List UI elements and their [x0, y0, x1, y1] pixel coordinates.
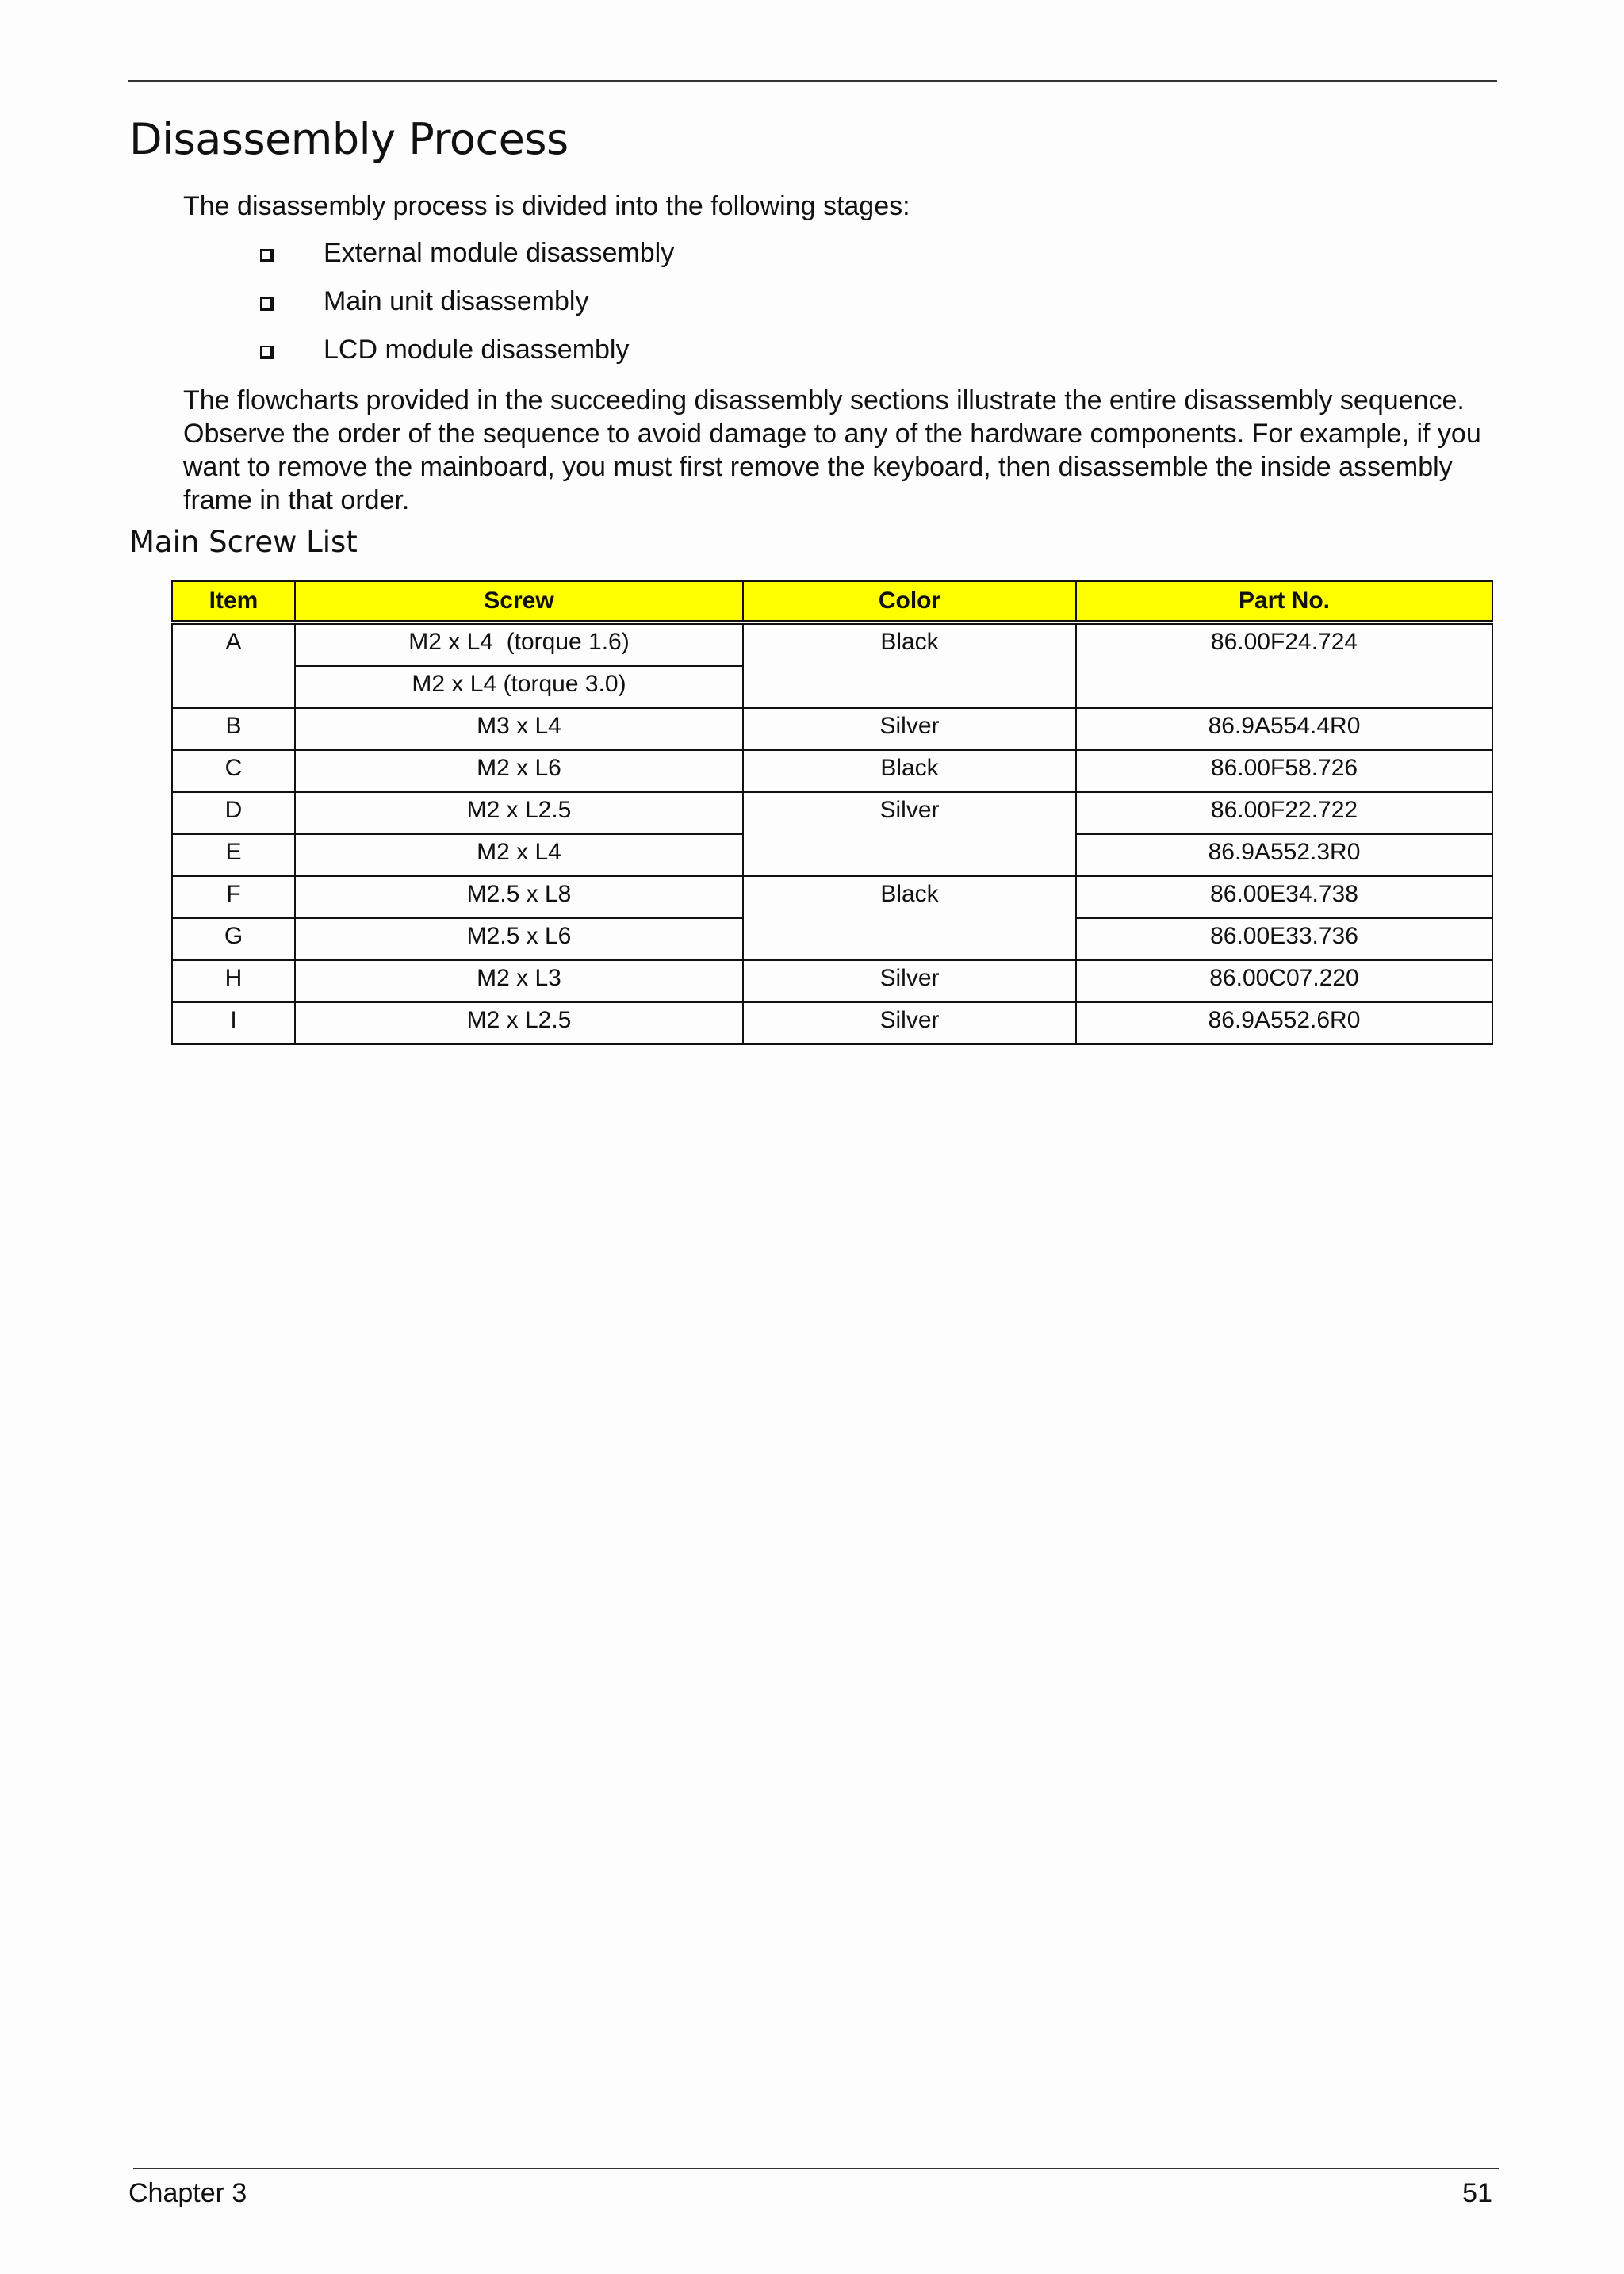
table-row [172, 622, 1492, 666]
footer-page-number: 51 [1462, 2178, 1492, 2208]
cell-color: Black [743, 622, 1076, 708]
cell-screw: M2 x L4 (torque 1.6) [295, 622, 743, 666]
cell-item: I [172, 1002, 295, 1044]
cell-item: G [172, 918, 295, 960]
table-row [172, 876, 1492, 918]
cell-item: C [172, 750, 295, 792]
footer-chapter: Chapter 3 [128, 2178, 247, 2208]
column-header-color: Color [743, 581, 1076, 622]
stage-label: Main unit disassembly [324, 286, 589, 316]
cell-item: A [172, 622, 295, 708]
column-header-screw: Screw [295, 581, 743, 622]
checkbox-bullet-icon [260, 297, 274, 311]
cell-color: Silver [743, 1002, 1076, 1044]
cell-color: Silver [743, 708, 1076, 750]
header-rule [128, 80, 1497, 82]
checkbox-bullet-icon [260, 346, 274, 359]
cell-part-no: 86.00F58.726 [1076, 750, 1492, 792]
cell-part-no: 86.00F22.722 [1076, 792, 1492, 834]
cell-part-no: 86.9A552.6R0 [1076, 1002, 1492, 1044]
footer-rule [133, 2168, 1499, 2169]
cell-screw: M2 x L2.5 [295, 792, 743, 834]
cell-color: Silver [743, 960, 1076, 1002]
cell-color: Black [743, 750, 1076, 792]
cell-part-no: 86.9A554.4R0 [1076, 708, 1492, 750]
cell-item: F [172, 876, 295, 918]
table-row [172, 792, 1492, 834]
stage-label: External module disassembly [324, 238, 675, 268]
intro-text: The disassembly process is divided into the following stages: [183, 191, 910, 221]
section-heading: Main Screw List [129, 525, 358, 559]
checkbox-bullet-icon [260, 249, 274, 262]
table-row [172, 1002, 1492, 1044]
cell-screw: M2 x L4 [295, 834, 743, 876]
table-header-row [172, 581, 1492, 622]
cell-item: D [172, 792, 295, 834]
cell-screw: M3 x L4 [295, 708, 743, 750]
table-row [172, 960, 1492, 1002]
column-header-item: Item [172, 581, 295, 622]
cell-part-no: 86.00E33.736 [1076, 918, 1492, 960]
cell-item: E [172, 834, 295, 876]
cell-part-no: 86.00E34.738 [1076, 876, 1492, 918]
table-row [172, 750, 1492, 792]
cell-item: H [172, 960, 295, 1002]
cell-screw: M2 x L4 (torque 3.0) [295, 666, 743, 708]
cell-part-no: 86.00F24.724 [1076, 622, 1492, 708]
screw-table [171, 580, 1493, 1045]
cell-item: B [172, 708, 295, 750]
cell-part-no: 86.00C07.220 [1076, 960, 1492, 1002]
flowchart-paragraph: The flowcharts provided in the succeeding disassembly sections illustrate the entire disassembly sequence. Observe the order of the sequence to avoid damage to any of the hardware components. For example, if you want to remove the mainboard, you must first remove the keyboard, then disassemble the inside assembly frame in that order. [183, 385, 1481, 515]
table-row [172, 708, 1492, 750]
cell-screw: M2.5 x L6 [295, 918, 743, 960]
cell-color: Silver [743, 792, 1076, 876]
page-title: Disassembly Process [129, 114, 569, 164]
cell-screw: M2 x L2.5 [295, 1002, 743, 1044]
stage-label: LCD module disassembly [324, 335, 630, 365]
cell-screw: M2 x L3 [295, 960, 743, 1002]
cell-screw: M2 x L6 [295, 750, 743, 792]
cell-screw: M2.5 x L8 [295, 876, 743, 918]
cell-part-no: 86.9A552.3R0 [1076, 834, 1492, 876]
column-header-part-no: Part No. [1076, 581, 1492, 622]
cell-color: Black [743, 876, 1076, 960]
